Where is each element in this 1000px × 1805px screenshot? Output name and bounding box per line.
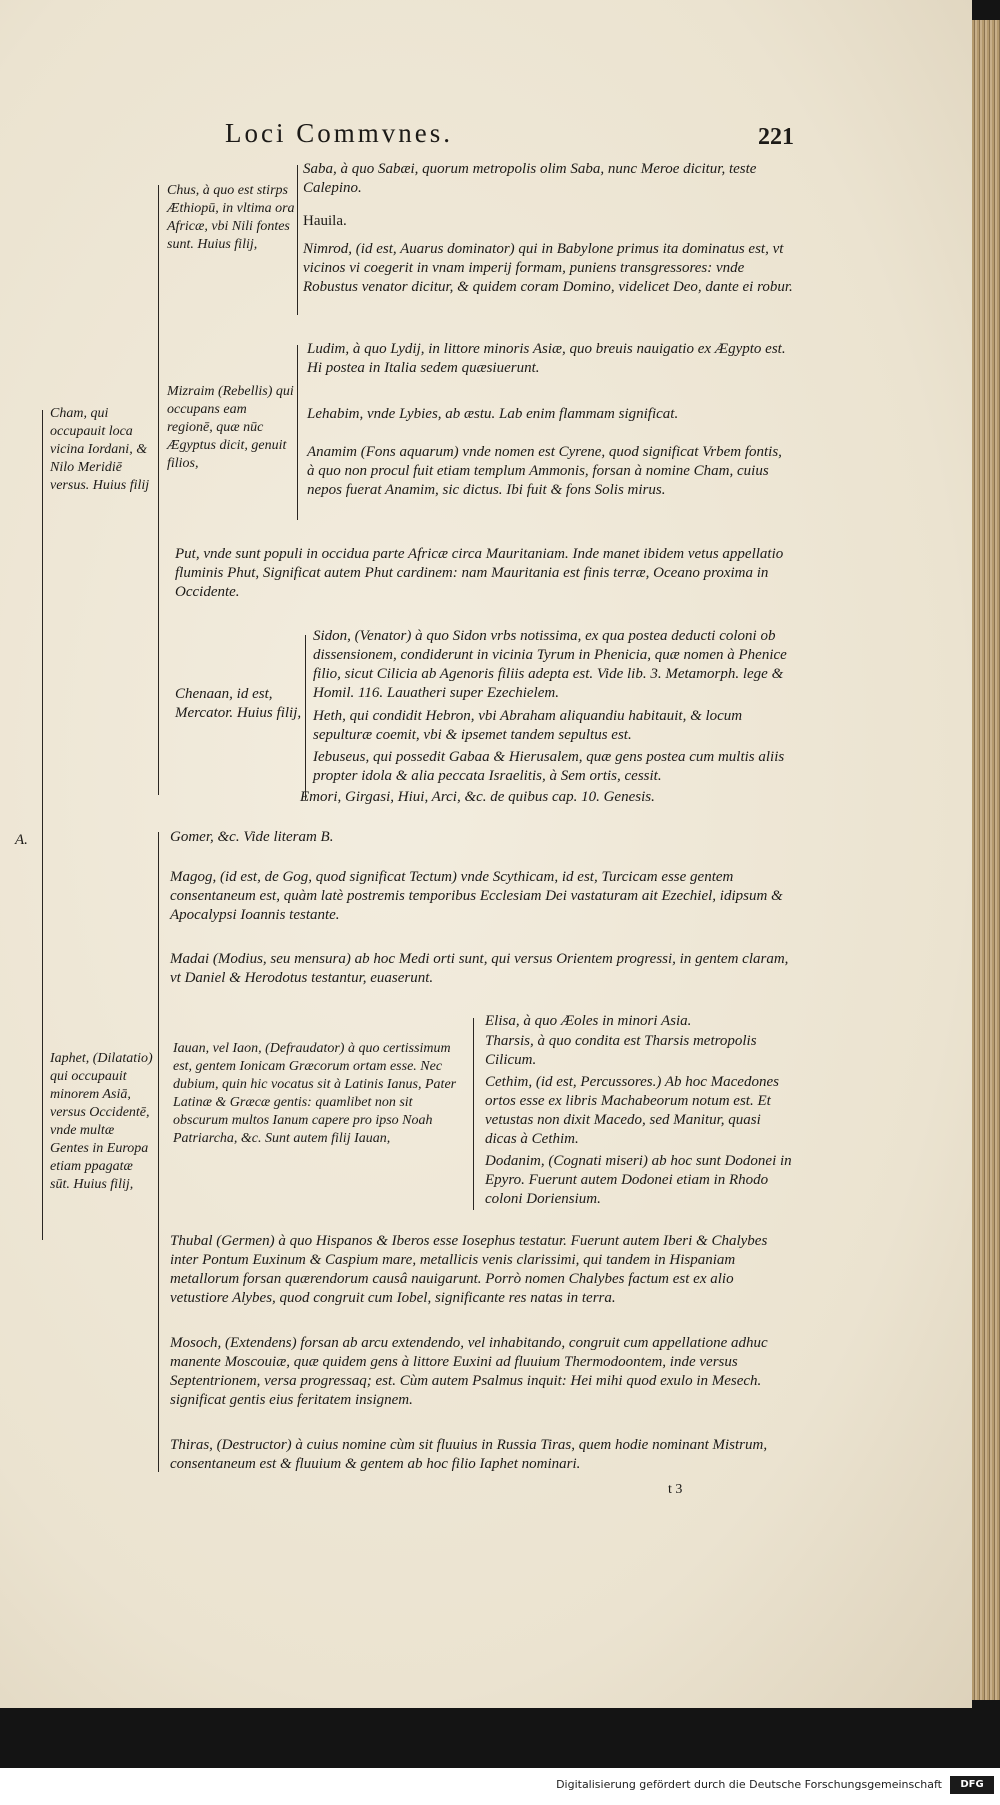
bracket-mizraim	[297, 345, 298, 520]
margin-letter: A.	[15, 832, 28, 848]
hauila-entry: Hauila.	[303, 213, 347, 229]
gomer-entry: Gomer, &c. Vide literam B.	[170, 829, 334, 845]
page-header-title: Loci Commvnes.	[225, 118, 453, 148]
dodanim-entry: Dodanim, (Cognati miseri) ab hoc sunt Dodonei in Epyro. Fuerunt autem Dodonei etiam in Rhodo coloni Doriensium.	[485, 1153, 792, 1207]
iebuseus-entry: Iebuseus, qui possedit Gabaa & Hierusalem, quæ gens postea cum multis aliis propter idola & alia peccata Israelitis, à Sem ortis, cessit.	[313, 749, 785, 784]
saba-entry: Saba, à quo Sabæi, quorum metropolis olim Saba, nunc Meroe dicitur, teste Calepino.	[303, 161, 757, 196]
chenaan-label: Chenaan, id est, Mercator. Huius filij,	[175, 686, 302, 721]
sidon-entry: Sidon, (Venator) à quo Sidon vrbs notissima, ex qua postea deducti coloni ob dissensionem, condiderunt in vicinia Tyrum in Phenicia, quæ nomen à Phenice filio, sicut Cilicia ab Agenoris filiis adepta est. Vide lib. 3. Metamorph. lege & Homil. 116. Lauatheri super Ezechielem.	[313, 628, 787, 701]
ludim-entry: Ludim, à quo Lydij, in littore minoris Asiæ, quo breuis nauigatio ex Ægypto est. Hi postea in Italia sedem quæsiuerunt.	[307, 341, 786, 376]
thiras-entry: Thiras, (Destructor) à cuius nomine cùm sit fluuius in Russia Tiras, quem hodie nominant Mistrum, consentaneum est & fluuium & gentem ab hoc filio Iaphet nominari.	[170, 1437, 768, 1472]
nimrod-entry: Nimrod, (id est, Auarus dominator) qui in Babylone primus ita dominatus est, vt vicinos vi coegerit in vnam imperij formam, puniens transgressores: vnde Robustus venator dicitur, & quidem coram Domino, videlicet Deo, dante ei robur.	[303, 241, 793, 295]
put-entry: Put, vnde sunt populi in occidua parte Africæ circa Mauritaniam. Inde manet ibidem vetus appellatio fluminis Phut, Significat autem Phut cardinem: nam Mauritania est finis terræ, Oceano proxima in Occidente.	[175, 546, 784, 600]
madai-entry: Madai (Modius, seu mensura) ab hoc Medi orti sunt, qui versus Orientem progressi, in gentem claram, vt Daniel & Herodotus testantur, euaserunt.	[170, 951, 789, 986]
tharsis-entry: Tharsis, à quo condita est Tharsis metropolis Cilicum.	[485, 1033, 757, 1068]
mosoch-entry: Mosoch, (Extendens) forsan ab arcu extendendo, vel inhabitando, congruit cum appellatione adhuc manente Moscouiæ, quæ quidem gens à littore Euxini ad fluuium Thermodoontem, inde versus Septentrionem, versa progressaq; est. Cùm autem Psalmus inquit: Hei mihi quod exulo in Mesech. significat gentis eius feritatem insignem.	[170, 1335, 768, 1408]
chus-label: Chus, à quo est stirps Æthiopū, in vltima ora Africæ, vbi Nili fontes sunt. Huius filij,	[167, 183, 295, 252]
page-number: 221	[758, 124, 794, 150]
bracket-a	[42, 410, 43, 1240]
signature-mark: t 3	[668, 1482, 683, 1497]
emori-entry: Emori, Girgasi, Hiui, Arci, &c. de quibus cap. 10. Genesis.	[300, 789, 655, 805]
heth-entry: Heth, qui condidit Hebron, vbi Abraham aliquandiu habitauit, & locum sepulturæ coemit, vbi & ipsemet tandem sepultus est.	[313, 708, 743, 743]
iauan-entry: Iauan, vel Iaon, (Defraudator) à quo certissimum est, gentem Ionicam Græcorum ortam esse. Nec dubium, quin hic vocatus sit à Latinis Ianus, Pater Latinæ & Græcæ gentis: quamlibet non sit obscurum multos Ianum capere pro ipso Noah Patriarcha, &c. Sunt autem filij Iauan,	[173, 1041, 457, 1146]
book-page-edges	[972, 20, 1000, 1700]
footer-bar	[0, 1768, 1000, 1805]
bracket-chenaan	[305, 635, 306, 800]
bracket-chus	[297, 165, 298, 315]
cethim-entry: Cethim, (id est, Percussores.) Ab hoc Macedones ortos esse ex libris Machabeorum notum est. Et vetustas non dixit Macedo, sed Manitur, quasi dicas à Cethim.	[485, 1074, 779, 1147]
magog-entry: Magog, (id est, de Gog, quod significat Tectum) vnde Scythicam, id est, Turcicam esse gentem consentaneum est, quàm latè postremis temporibus Ecclesiam Dei vastaturam ait Ezechiel, idipsum & Apocalypsi Ioannis testante.	[170, 869, 783, 923]
thubal-entry: Thubal (Germen) à quo Hispanos & Iberos esse Iosephus testatur. Fuerunt autem Iberi & Chalybes inter Pontum Euxinum & Caspium mare, metallicis venis clarissimi, qui tandem in Hispaniam metallorum forsan quærendorum causâ nauigarunt. Porrò nomen Chalybes factum est ex alio vetustiore Alybes, quod congruit cum Iobel, significante res natas in terra.	[170, 1233, 768, 1306]
iaphet-label: Iaphet, (Dilatatio) qui occupauit minorem Asiā, versus Occidentē, vnde multæ Gentes in Europa etiam ppagatæ sūt. Huius filij,	[50, 1051, 153, 1192]
bracket-cham	[158, 185, 159, 795]
cham-label: Cham, qui occupauit loca vicina Iordani, & Nilo Meridiē versus. Huius filij	[50, 406, 150, 493]
dfg-logo: DFG	[950, 1776, 994, 1794]
mizraim-label: Mizraim (Rebellis) qui occupans eam regionē, quæ nūc Ægyptus dicit, genuit filios,	[167, 384, 294, 471]
bracket-iauan	[473, 1018, 474, 1210]
elisa-entry: Elisa, à quo Æoles in minori Asia.	[485, 1013, 692, 1029]
anamim-entry: Anamim (Fons aquarum) vnde nomen est Cyrene, quod significat Vrbem fontis, à quo non procul fuit etiam templum Ammonis, forsan à nomine Cham, cuius nepos fuerat Anamim, sic dictus. Ibi fuit & fons Solis mirus.	[307, 444, 782, 498]
bracket-iaphet	[158, 832, 159, 1472]
lehabim-entry: Lehabim, vnde Lybies, ab æstu. Lab enim flammam significat.	[307, 406, 679, 422]
footer-credit: Digitalisierung gefördert durch die Deutsche Forschungsgemeinschaft	[556, 1778, 942, 1791]
